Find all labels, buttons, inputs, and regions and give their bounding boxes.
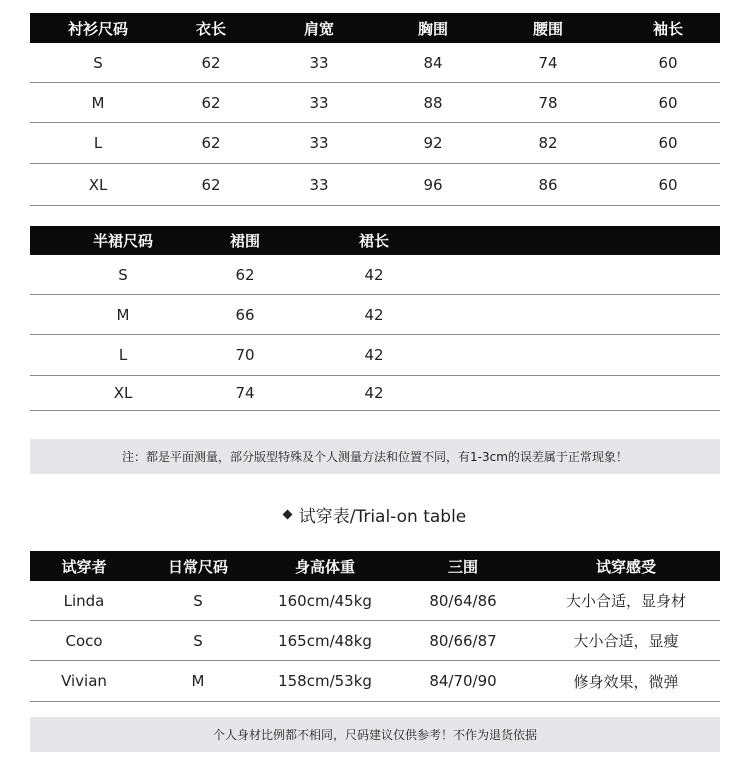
- table-row: S 62 42: [30, 255, 720, 295]
- diamond-bullet-icon: [282, 509, 292, 519]
- measurement-note: 注：都是平面测量，部分版型特殊及个人测量方法和位置不同，有1-3cm的误差属于正常现象！: [30, 439, 720, 474]
- table-row: XL 62 33 96 86 60: [30, 164, 720, 206]
- table-row: M 62 33 88 78 60: [30, 83, 720, 123]
- table-row: L 62 33 92 82 60: [30, 123, 720, 164]
- table-row: L 70 42: [30, 335, 720, 376]
- skirt-size-table: [30, 226, 720, 411]
- table-header: 试穿者 日常尺码 身高体重 三围 试穿感受: [30, 551, 720, 581]
- table-row: Coco S 165cm/48kg 80/66/87 大小合适，显瘦: [30, 621, 720, 661]
- trial-on-table: [30, 551, 720, 702]
- trial-title-text: 试穿表/Trial-on table: [298, 506, 467, 527]
- table-row: Linda S 160cm/45kg 80/64/86 大小合适，显身材: [30, 581, 720, 621]
- table-row: M 66 42: [30, 295, 720, 335]
- table-row: XL 74 42: [30, 376, 720, 411]
- trial-section-title: [0, 501, 750, 527]
- shirt-size-table: [30, 13, 720, 206]
- size-disclaimer-note: 个人身材比例都不相同，尺码建议仅供参考！不作为退货依据: [30, 717, 720, 752]
- table-row: Vivian M 158cm/53kg 84/70/90 修身效果，微弹: [30, 661, 720, 702]
- table-header: 半裙尺码 裙围 裙长: [30, 226, 720, 255]
- table-header: 衬衫尺码 衣长 肩宽 胸围 腰围 袖长: [30, 13, 720, 43]
- table-row: S 62 33 84 74 60: [30, 43, 720, 83]
